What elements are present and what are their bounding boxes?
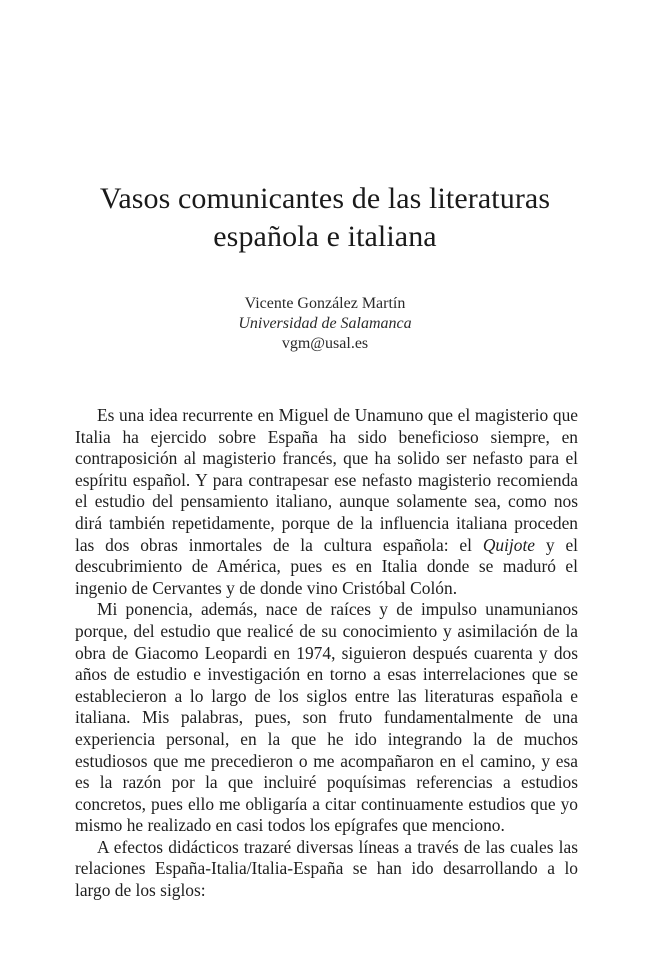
author-affiliation: Universidad de Salamanca (238, 315, 412, 332)
title-line-2: española e italiana (213, 220, 437, 253)
author-name: Vicente González Martín (244, 295, 406, 312)
paragraph-1 (75, 405, 578, 599)
paragraph-3: A efectos didácticos trazaré diversas líneas a través de las cuales las relaciones España-Italia/Italia-España se han ido desarrollando a lo largo de los siglos: (75, 836, 578, 901)
article-title (60, 180, 590, 256)
author-block (150, 294, 500, 354)
article-body (75, 405, 578, 902)
title-line-1: Vasos comunicantes de las literaturas (99, 182, 551, 215)
paragraph-1-text-end: y el descubrimiento de América, pues es en Italia donde se maduró el ingenio de Cervantes y de donde vino Cristóbal Colón. (75, 534, 578, 598)
author-email: vgm@usal.es (281, 335, 369, 352)
paragraph-1-text: Es una idea recurrente en Miguel de Unamuno que el magisterio que Italia ha ejercido sobre España ha sido beneficioso siempre, en contraposición al magisterio francés, que ha solido ser nefasto para el espíritu español. Y para contrapesar ese nefasto magisterio recomienda el estudio del pensamiento italiano, aunque solamente sea, como nos dirá también repetidamente, porque de la influencia italiana proceden las dos obras inmortales de la cultura española: el (75, 405, 578, 555)
paragraph-2: Mi ponencia, además, nace de raíces y de impulso unamunianos porque, del estudio que realicé de su conocimiento y asimilación de la obra de Giacomo Leopardi en 1974, siguieron después cuarenta y dos años de estudio e investigación en torno a esas interrelaciones que se establecieron a lo largo de los siglos entre las literaturas española e italiana. Mis palabras, pues, son fruto fundamentalmente de una experiencia personal, en la que he ido integrando la de muchos estudiosos que me precedieron o me acompañaron en el camino, y esa es la razón por la que incluiré poquísimas referencias a estudios concretos, pues ello me obligaría a citar continuamente estudios que yo mismo he realizado en casi todos los epígrafes que menciono. (75, 599, 578, 836)
italic-title-quijote: Quijote (482, 534, 536, 555)
